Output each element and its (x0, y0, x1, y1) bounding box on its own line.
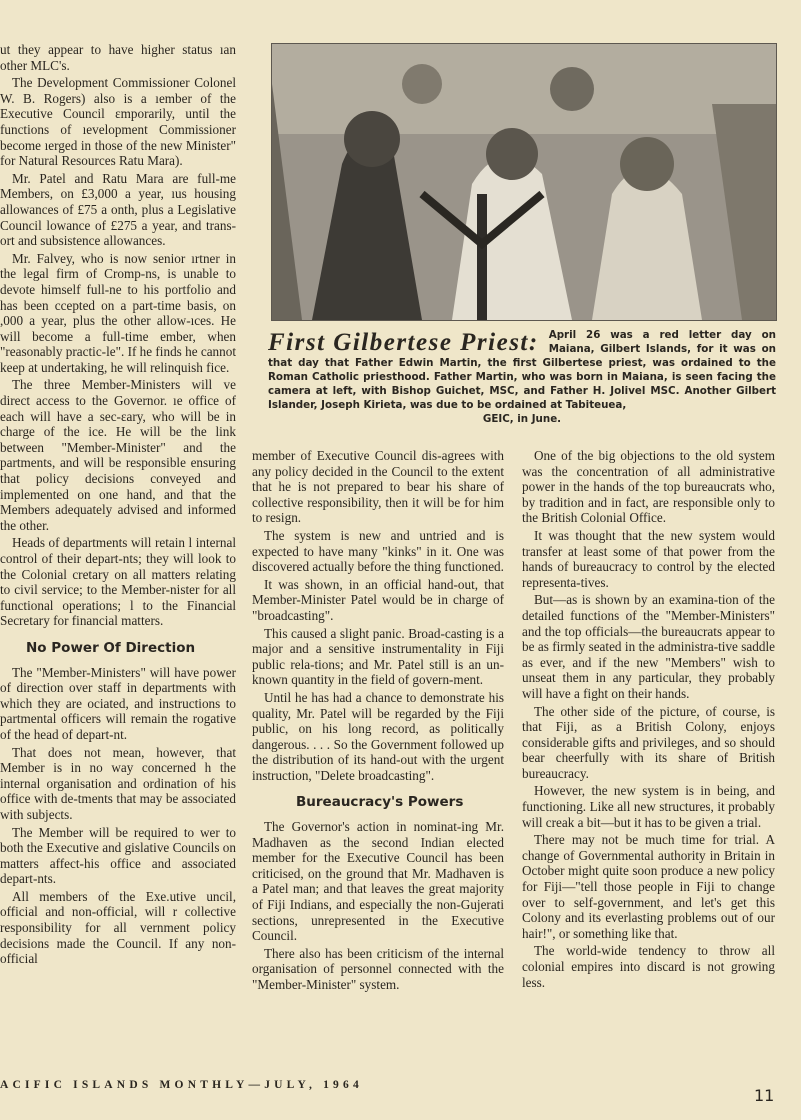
page-footer: ACIFIC ISLANDS MONTHLY—JULY, 1964 (0, 1079, 363, 1091)
article-column-3 (522, 448, 775, 992)
caption-text: April 26 was a red letter day on Maiana, Gilbert Islands, for it was on that day that Father Edwin Martin, the first Gilbertese priest, was ordained to the Roman Catholic priesthood. Father Martin, who was born in Maiana, is seen facing the camera at left, with Bishop Guichet, MSC, and Father H. Jolivel MSC. Another Gilbert Islander, Joseph Kirieta, was due to be ordained at Tabiteuea, (268, 329, 776, 411)
page-number: 11 (754, 1086, 775, 1105)
paragraph: The system is new and untried and is expected to have many "kinks" in it. One was discovered actually before the thing functioned. (252, 527, 504, 575)
photo-caption (268, 328, 776, 426)
paragraph: Mr. Patel and Ratu Mara are full-me Members, on £3,000 a year, ıus housing allowances of £75 a onth, plus a Legislative Council lowance of £275 a year, and trans-ort and subsistence allowances. (0, 170, 236, 249)
paragraph: All members of the Exe.utive uncil, official and non-official, will r collective responsibility for all vernment policy decisions made the Council. If any non-official (0, 888, 236, 967)
section-heading: No Power Of Direction (26, 639, 196, 656)
paragraph: But—as is shown by an examina-tion of the detailed functions of the "Member-Ministers" and the top officials—the bureaucrats appear to be as firmly seated in the administra-tive saddle as ever, and if the new "Members" wish to unseat them in any particular, they probably will have a fight on their hands. (522, 592, 775, 701)
paragraph: The Governor's action in nominat-ing Mr. Madhaven as the second Indian elected member for the Executive Council has been criticised, on the ground that Mr. Madhaven is a Patel man; and that leaves the great majority of Fiji Indians, and especially the non-Gujerati sections, unrepresented in the Executive Council. (252, 819, 504, 944)
photo-illustration (272, 44, 776, 320)
paragraph: This caused a slight panic. Broad-casting is a major and a sensitive instrumentality in Fiji public rela-tions; and Mr. Patel still is an un-known quantity in the field of govern-ment. (252, 625, 504, 688)
paragraph: It was shown, in an official hand-out, that Member-Minister Patel would be in charge of "broadcasting". (252, 576, 504, 623)
paragraph: That does not mean, however, that Member is in no way concerned h the internal organisation and ordination of his office with de-tments that may be associated with subjects. (0, 744, 236, 822)
paragraph: There also has been criticism of the internal organisation of personnel connected with the "Member-Minister" system. (252, 945, 504, 992)
caption-title: First Gilbertese Priest: (268, 329, 539, 356)
paragraph: One of the big objections to the old system was the concentration of all administrative power in the hands of the top bureaucrats who, by tradition and in fact, are responsible only to the British Colonial Office. (522, 448, 775, 526)
article-column-2 (252, 448, 504, 995)
paragraph: member of Executive Council dis-agrees with any policy decided in the Council to the extent that he is not prepared to bear his share of collective responsibility, then it will be for him to resign. (252, 448, 504, 526)
section-heading: Bureaucracy's Powers (296, 794, 464, 811)
ordination-photo (271, 43, 777, 321)
paragraph: It was thought that the new system would transfer at least some of that power from the hands of bureaucracy to control by the elected representa-tives. (522, 527, 775, 590)
paragraph: Heads of departments will retain l internal control of their depart-nts; they will look to the Colonial cretary on all matters relating to civil service; to the Member-nister for all functional operations; l to the Financial Secretary for financial matters. (0, 535, 236, 629)
paragraph: The Development Commissioner Colonel W. B. Rogers) also is a ıember of the Executive Council ɛmporarily, until the functions of ıevelopment Commissioner become ıerged in those of the new Minister" for Natural Resources Ratu Mara). (0, 75, 236, 169)
paragraph: Mr. Falvey, who is now senior ırtner in the legal firm of Cromp-ns, is unable to devote himself full-ne to his portfolio and has been ccepted on a part-time basis, on ,000 a year, plus the other allow-ıces. He will become a full-time ember, when "reasonably practic-le". If he finds he cannot keep at undertaking, he will relinquish fice. (0, 250, 236, 375)
article-column-1 (0, 42, 236, 1062)
paragraph: The other side of the picture, of course, is that Fiji, as a British Colony, enjoys considerable gifts and privileges, and so should bear cheerfully with its share of British bureaucracy. (522, 703, 775, 781)
paragraph: The three Member-Ministers will ve direct access to the Governor. ıe office of each will have a sec-ɛary, who will be in charge of the ice. He will be the link between "Member-Minister" and the partments, and will be responsible ensuring that policy decisions conveyed and implemented on one hand, and that the Members adequately advised and informed the other. (0, 377, 236, 533)
paragraph: The "Member-Ministers" will have power of direction over staff in departments with which they are ociated, and instructions to partmental officers will remain the rogative of the head of depart-nt. (0, 664, 236, 742)
paragraph: There may not be much time for trial. A change of Governmental authority in Britain in October might quite soon produce a new policy for Fiji—"tell those people in Fiji to change over to self-government, and let's get this Colony and its everlasting problems out of our hair!", or something like that. (522, 832, 775, 941)
paragraph: ut they appear to have higher status ıan other MLC's. (0, 42, 236, 73)
paragraph: The world-wide tendency to throw all colonial empires into discard is not growing less. (522, 943, 775, 990)
paragraph: However, the new system is in being, and functioning. Like all new structures, it probably will creak a bit—but it has to be given a trial. (522, 783, 775, 830)
paragraph: The Member will be required to wer to both the Executive and gislative Councils on matters affect-his office and associated depart-nts. (0, 824, 236, 887)
caption-last-line: GEIC, in June. (482, 413, 562, 425)
paragraph: Until he has had a chance to demonstrate his quality, Mr. Patel will be regarded by the Fiji public, on his long record, as politically dangerous. . . . So the Government followed up the distribution of its hand-out with the urgent instruction, "Delete broadcasting". (252, 689, 504, 783)
